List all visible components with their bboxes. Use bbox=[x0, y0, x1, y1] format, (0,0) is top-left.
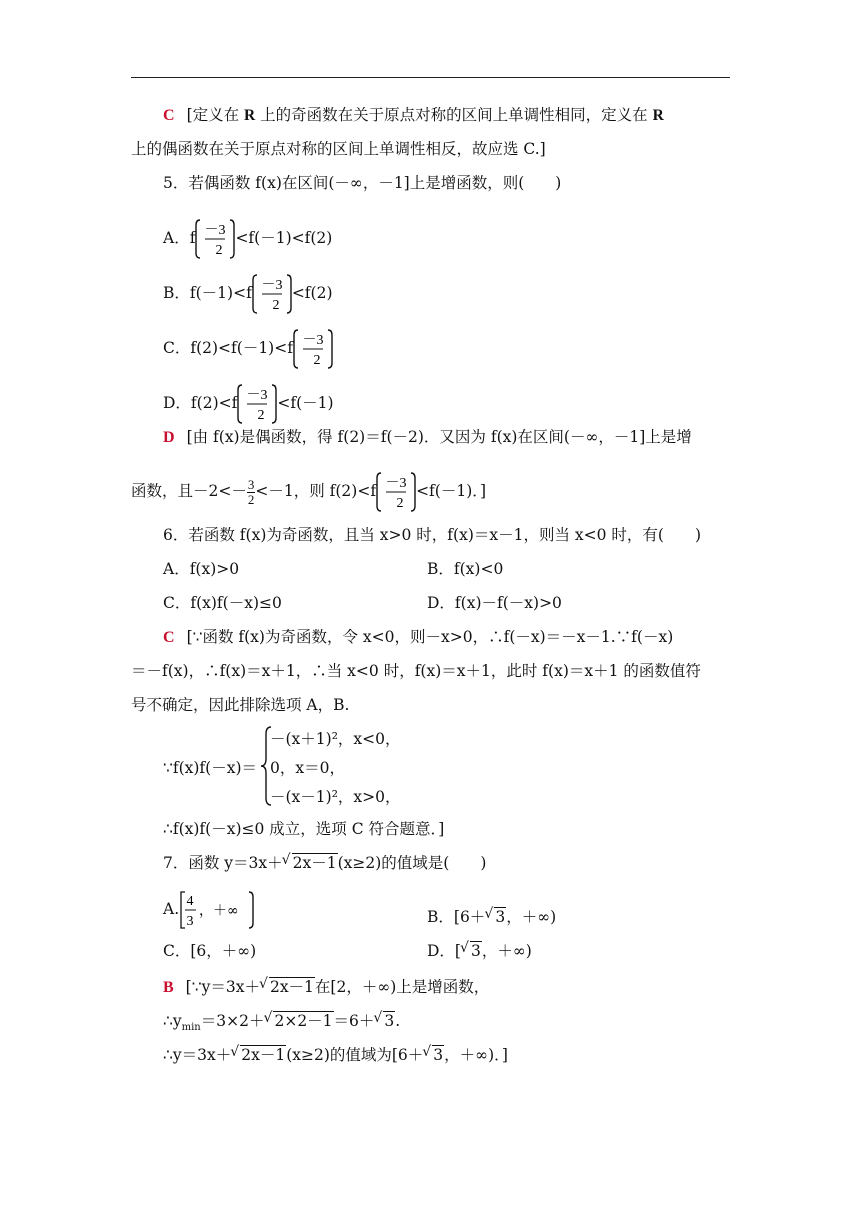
svg-text:2: 2 bbox=[313, 353, 321, 368]
frac-den: 2 bbox=[247, 491, 255, 507]
radical: √ 2×2－1 bbox=[273, 1011, 333, 1030]
text: A. bbox=[163, 900, 180, 918]
svg-text:4: 4 bbox=[186, 894, 194, 909]
q7-answer-line3 bbox=[163, 1044, 508, 1066]
q4-answer-line2: 上的偶函数在关于原点对称的区间上单调性相反，故应选 C.] bbox=[131, 140, 546, 158]
svg-text:－3: －3 bbox=[385, 476, 407, 491]
q7-answer-line2 bbox=[163, 1010, 400, 1039]
paren-fraction bbox=[195, 217, 235, 261]
text: R bbox=[652, 107, 664, 124]
radical: √ 3 bbox=[432, 1045, 444, 1064]
q6-option-a: A．f(x)>0 bbox=[163, 560, 240, 578]
answer-letter: C bbox=[163, 629, 175, 646]
bracket-interval bbox=[179, 890, 255, 930]
text: D．[ bbox=[427, 942, 461, 960]
svg-text:3: 3 bbox=[186, 914, 194, 929]
subscript: min bbox=[181, 1022, 201, 1034]
q5-option-a bbox=[163, 217, 332, 261]
text: C．f(2)<f(－1)<f bbox=[163, 339, 293, 357]
radical: √ 2x－1 bbox=[269, 977, 315, 996]
q5-option-c bbox=[163, 327, 333, 371]
text: 函数，且－2<－ bbox=[131, 482, 247, 500]
text: 上的奇函数在关于原点对称的区间上单调性相同，定义在 bbox=[255, 106, 653, 124]
text: ∴y bbox=[163, 1012, 182, 1030]
text: [定义在 bbox=[186, 106, 245, 124]
svg-text:2: 2 bbox=[257, 408, 265, 423]
q7-option-a bbox=[163, 890, 255, 930]
text: ＝6＋ bbox=[333, 1012, 375, 1030]
text: <f(－1)<f(2) bbox=[235, 229, 333, 247]
radical: √ 3 bbox=[470, 941, 482, 960]
answer-letter: C bbox=[163, 107, 175, 124]
piecewise-cases bbox=[270, 728, 401, 815]
text: 在[2，＋∞)上是增函数， bbox=[314, 978, 490, 996]
paren-fraction bbox=[376, 470, 416, 514]
answer-letter: D bbox=[163, 429, 175, 446]
text: <－1，则 f(2)<f bbox=[255, 482, 377, 500]
svg-text:－3: －3 bbox=[261, 278, 283, 293]
radical: √ 2x－1 bbox=[292, 853, 338, 872]
text: R bbox=[244, 107, 256, 124]
text: ，＋∞) bbox=[481, 942, 532, 960]
frac-num: 3 bbox=[247, 476, 255, 492]
q5-option-b bbox=[163, 272, 333, 316]
q5-stem: 5．若偶函数 f(x)在区间(－∞，－1]上是增函数，则( ) bbox=[163, 174, 562, 192]
text: (x≥2)的值域为[6＋ bbox=[286, 1046, 424, 1064]
q7-option-b bbox=[427, 906, 556, 928]
text: 7．函数 y＝3x＋ bbox=[163, 854, 283, 872]
frac-num: －3 bbox=[204, 223, 226, 238]
text: <f(2) bbox=[291, 284, 333, 302]
q6-option-b: B．f(x)<0 bbox=[427, 560, 504, 578]
frac-den: 2 bbox=[215, 243, 223, 258]
text: [∵函数 f(x)为奇函数，令 x<0，则－x>0，∴f(－x)＝－x－1.∵f(－x) bbox=[186, 628, 674, 646]
header-rule bbox=[131, 77, 730, 78]
text: . bbox=[395, 1012, 401, 1030]
radical: √ 2x－1 bbox=[240, 1045, 286, 1064]
svg-text:2: 2 bbox=[272, 298, 280, 313]
text: [由 f(x)是偶函数，得 f(2)＝f(－2)．又因为 f(x)在区间(－∞，－1]上是增 bbox=[186, 428, 692, 446]
q7-stem bbox=[163, 852, 486, 874]
text: D．f(2)<f bbox=[163, 394, 238, 412]
case-3: －(x－1)²，x>0， bbox=[270, 788, 401, 806]
q7-option-d bbox=[427, 940, 532, 962]
q6-conclusion: ∴f(x)f(－x)≤0 成立，选项 C 符合题意．] bbox=[163, 820, 445, 838]
case-1: －(x＋1)²，x<0， bbox=[270, 730, 401, 748]
text: ，＋∞) bbox=[506, 908, 557, 926]
text: ＝3×2＋ bbox=[200, 1012, 265, 1030]
answer-letter: B bbox=[163, 979, 174, 996]
text: A．f bbox=[163, 229, 196, 247]
radical: √ 3 bbox=[494, 907, 506, 926]
paren-fraction bbox=[252, 272, 292, 316]
q6-option-d: D．f(x)－f(－x)>0 bbox=[427, 594, 562, 612]
case-2: 0，x＝0， bbox=[270, 759, 345, 777]
text: <f(－1) bbox=[277, 394, 334, 412]
piecewise-lhs: ∵f(x)f(－x)＝ bbox=[163, 759, 258, 777]
radical: √ 3 bbox=[383, 1011, 395, 1030]
paren-fraction bbox=[293, 327, 333, 371]
text: B．[6＋ bbox=[427, 908, 486, 926]
text: ，＋∞)．] bbox=[444, 1046, 508, 1064]
svg-text:－3: －3 bbox=[302, 333, 324, 348]
q5-answer-line2 bbox=[131, 470, 486, 514]
q6-answer-line1 bbox=[163, 626, 673, 649]
text: <f(－1)．] bbox=[416, 482, 487, 500]
paren-fraction bbox=[237, 382, 277, 426]
svg-text:，＋∞: ，＋∞ bbox=[199, 903, 239, 919]
text: [∵y＝3x＋ bbox=[185, 978, 260, 996]
q7-answer-line1 bbox=[163, 976, 489, 999]
q5-option-d bbox=[163, 382, 334, 426]
q6-answer-line3: 号不确定，因此排除选项 A，B. bbox=[131, 696, 350, 714]
q6-answer-line2: ＝－f(x)，∴f(x)＝x＋1，∴当 x<0 时，f(x)＝x＋1，此时 f(x)＝x＋1 的函数值符 bbox=[131, 662, 701, 680]
q6-stem: 6．若函数 f(x)为奇函数，且当 x>0 时，f(x)＝x－1，则当 x<0 时，有( ) bbox=[163, 526, 702, 544]
q4-answer-line1 bbox=[163, 104, 664, 127]
text: ∴y＝3x＋ bbox=[163, 1046, 232, 1064]
q5-answer-line1 bbox=[163, 426, 692, 449]
q6-option-c: C．f(x)f(－x)≤0 bbox=[163, 594, 282, 612]
text: B．f(－1)<f bbox=[163, 284, 252, 302]
q7-option-c: C．[6，＋∞) bbox=[163, 942, 257, 960]
svg-text:2: 2 bbox=[396, 496, 404, 511]
text: (x≥2)的值域是( ) bbox=[337, 854, 487, 872]
svg-text:－3: －3 bbox=[246, 388, 268, 403]
